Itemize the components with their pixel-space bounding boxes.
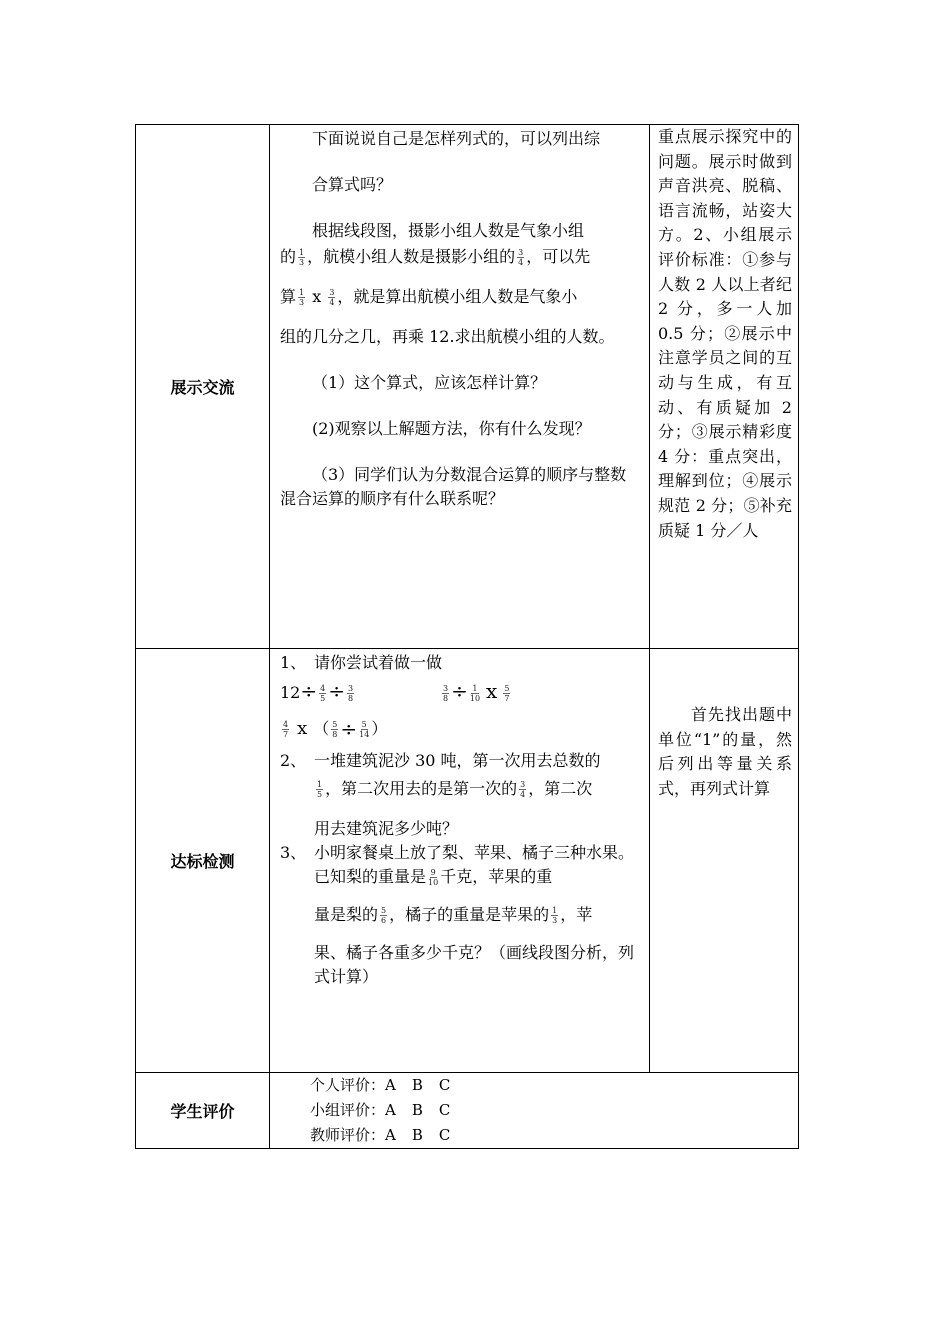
section-label-assessment: 达标检测 (136, 649, 270, 1073)
row-assessment (136, 649, 799, 1073)
expression: $\frac{4}{7}$ x （ $\frac{5}{8}$ ÷ $\frac{5}{14}$ ） (283, 717, 388, 741)
presentation-note: 重点展示探究中的问题。展示时做到声音洪亮、脱稿、语言流畅，站姿大方。2、小组展示评价标准：①参与人数 2 人以上者纪 2 分，多一人加 0.5 分；②展示中注意学员之间的互动与生成，有互动、有质疑加 2 分；③展示精彩度 4 分：重点突出，理解到位；④展示规范 2 分；⑤补充质疑 1 分／人 (658, 127, 792, 540)
presentation-content (270, 125, 650, 649)
presentation-note-cell (650, 125, 799, 649)
expression: 12÷ $\frac{4}{5}$ ÷ $\frac{3}{8}$ (280, 679, 354, 703)
row-presentation (136, 125, 799, 649)
question-3: 3、 小明家餐桌上放了梨、苹果、橘子三种水果。已知梨的重量是 $\frac{9}{10}$ 千克，苹果的重 量是梨的 $\frac{5}{6}$ ，橘子的重量是苹果的 $\frac{1}{3}$ ，苹 果、橘子各重多少千克？（画线段图分析，列式计算） (280, 843, 635, 986)
assessment-content (270, 649, 650, 1073)
expression: $\frac{3}{8}$ ÷ $\frac{1}{10}$ x $\frac{5}{7}$ (443, 679, 510, 703)
expression-row (280, 679, 641, 705)
fraction: $\frac{1}{3}$ (299, 288, 305, 307)
assessment-note: 首先找出题中单位“1”的量，然后列出等量关系式，再列式计算 (658, 705, 792, 798)
paragraph: 下面说说自己是怎样列式的，可以列出综 (312, 129, 601, 148)
assessment-note-cell (650, 649, 799, 1073)
evaluation-row: 个人评价：A B C (310, 1076, 451, 1094)
evaluation-content (270, 1073, 799, 1149)
question-2: 2、 一堆建筑泥沙 30 吨，第一次用去总数的 $\frac{1}{5}$ ，第二次用去的是第一次的 $\frac{3}{4}$ ，第二次 用去建筑泥多少吨？ (280, 751, 601, 838)
fraction: $\frac{3}{4}$ (518, 248, 524, 267)
paragraph: 算 $\frac{1}{3}$ x $\frac{3}{4}$ ，就是算出航模小组人数是气象小 (280, 287, 578, 307)
fraction: $\frac{1}{3}$ (299, 248, 305, 267)
paragraph: 合算式吗？ (312, 175, 393, 194)
evaluation-row: 教师评价：A B C (310, 1126, 451, 1144)
fraction: $\frac{3}{4}$ (329, 288, 335, 307)
paragraph: 的 $\frac{1}{3}$ ，航模小组人数是摄影小组的 $\frac{3}{4}$ ，可以先 (280, 247, 591, 267)
paragraph: （1）这个算式，应该怎样计算？ (312, 373, 547, 392)
paragraph: （3）同学们认为分数混合运算的顺序与整数混合运算的顺序有什么联系呢？ (280, 465, 627, 508)
paragraph: (2)观察以上解题方法，你有什么发现？ (312, 419, 591, 438)
lesson-table (135, 124, 799, 1149)
section-label-presentation: 展示交流 (136, 125, 270, 649)
paragraph: 根据线段图，摄影小组人数是气象小组 (312, 221, 585, 240)
paragraph: 组的几分之几，再乘 12.求出航模小组的人数。 (280, 327, 615, 346)
evaluation-row: 小组评价：A B C (310, 1101, 451, 1119)
question-1: 1、 请你尝试着做一做 (280, 653, 443, 672)
section-label-evaluation: 学生评价 (136, 1073, 270, 1149)
row-evaluation (136, 1073, 799, 1149)
